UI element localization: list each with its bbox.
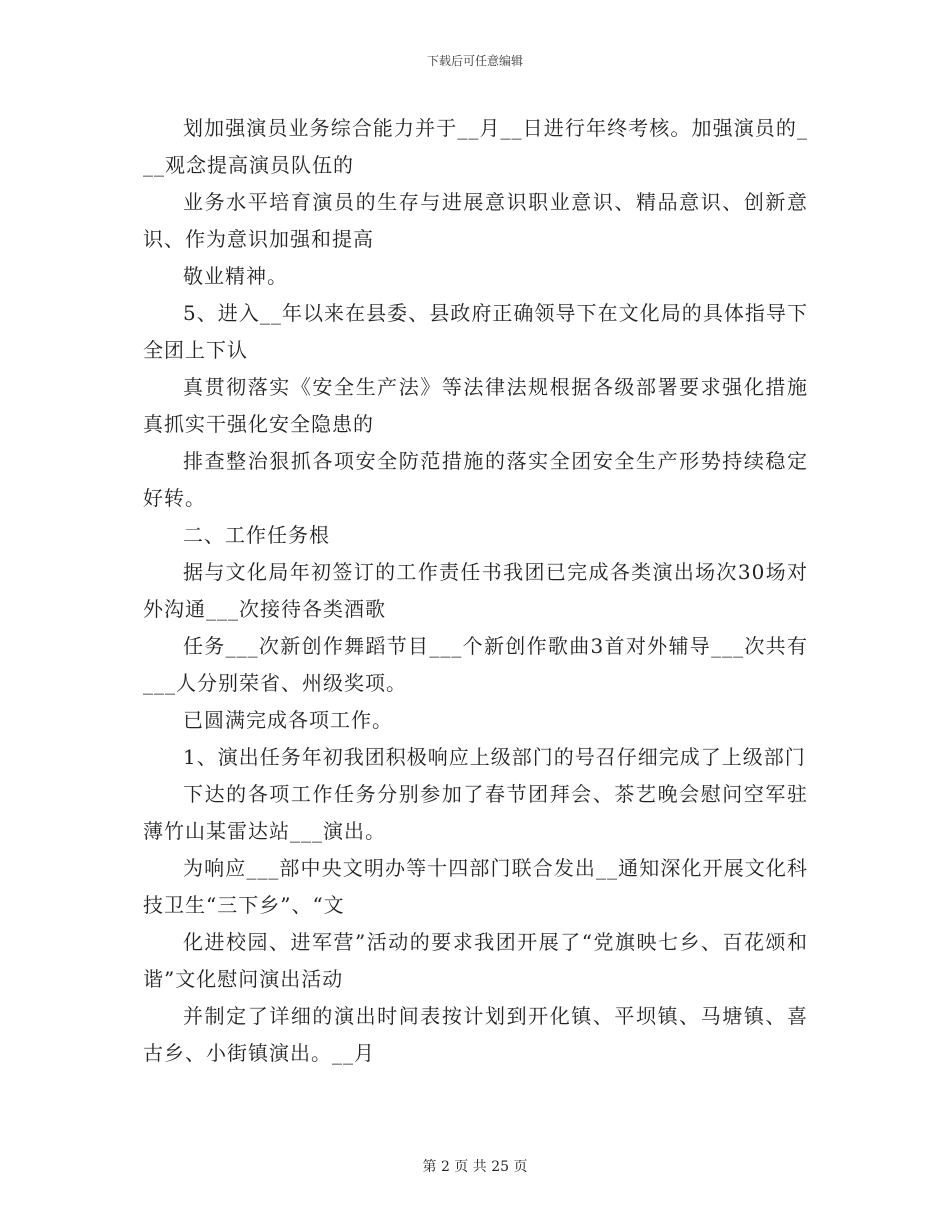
paragraph: 划加强演员业务综合能力并于__月__日进行年终考核。加强演员的___观念提高演员队伍的 [143, 116, 808, 177]
document-body [143, 110, 808, 1072]
paragraph: 敬业精神。 [183, 264, 288, 288]
paragraph: 据与文化局年初签订的工作责任书我团已完成各类演出场次30场对外沟通___次接待各类酒歌 [143, 560, 808, 621]
paragraph: 化进校园、进军营”活动的要求我团开展了“党旗映七乡、百花颂和谐”文化慰问演出活动 [143, 930, 808, 991]
paragraph: 1、演出任务年初我团积极响应上级部门的号召仔细完成了上级部门 [183, 745, 806, 769]
paragraph: 并制定了详细的演出时间表按计划到开化镇、平坝镇、马塘镇、喜古乡、小街镇演出。__月 [143, 1004, 808, 1065]
paragraph: 真贯彻落实《安全生产法》等法律法规根据各级部署要求强化措施真抓实干强化安全隐患的 [143, 375, 808, 436]
paragraph: 为响应___部中央文明办等十四部门联合发出__通知深化开展文化科技卫生“三下乡”、“文 [143, 856, 808, 917]
paragraph: 下达的各项工作任务分别参加了春节团拜会、茶艺晚会慰问空军驻薄竹山某雷达站___演出。 [143, 782, 808, 843]
page-number: 第 2 页 共 25 页 [422, 1159, 528, 1175]
paragraph: 排查整治狠抓各项安全防范措施的落实全团安全生产形势持续稳定好转。 [143, 449, 808, 510]
paragraph: 5、进入__年以来在县委、县政府正确领导下在文化局的具体指导下全团上下认 [143, 301, 808, 362]
section-heading: 二、工作任务根 [183, 523, 330, 547]
paragraph: 已圆满完成各项工作。 [183, 708, 393, 732]
paragraph: 业务水平培育演员的生存与进展意识职业意识、精品意识、创新意识、作为意识加强和提高 [143, 190, 808, 251]
page-header: 下载后可任意编辑 [426, 54, 523, 68]
paragraph: 任务___次新创作舞蹈节目___个新创作歌曲3首对外辅导___次共有___人分别荣省、州级奖项。 [143, 634, 808, 695]
